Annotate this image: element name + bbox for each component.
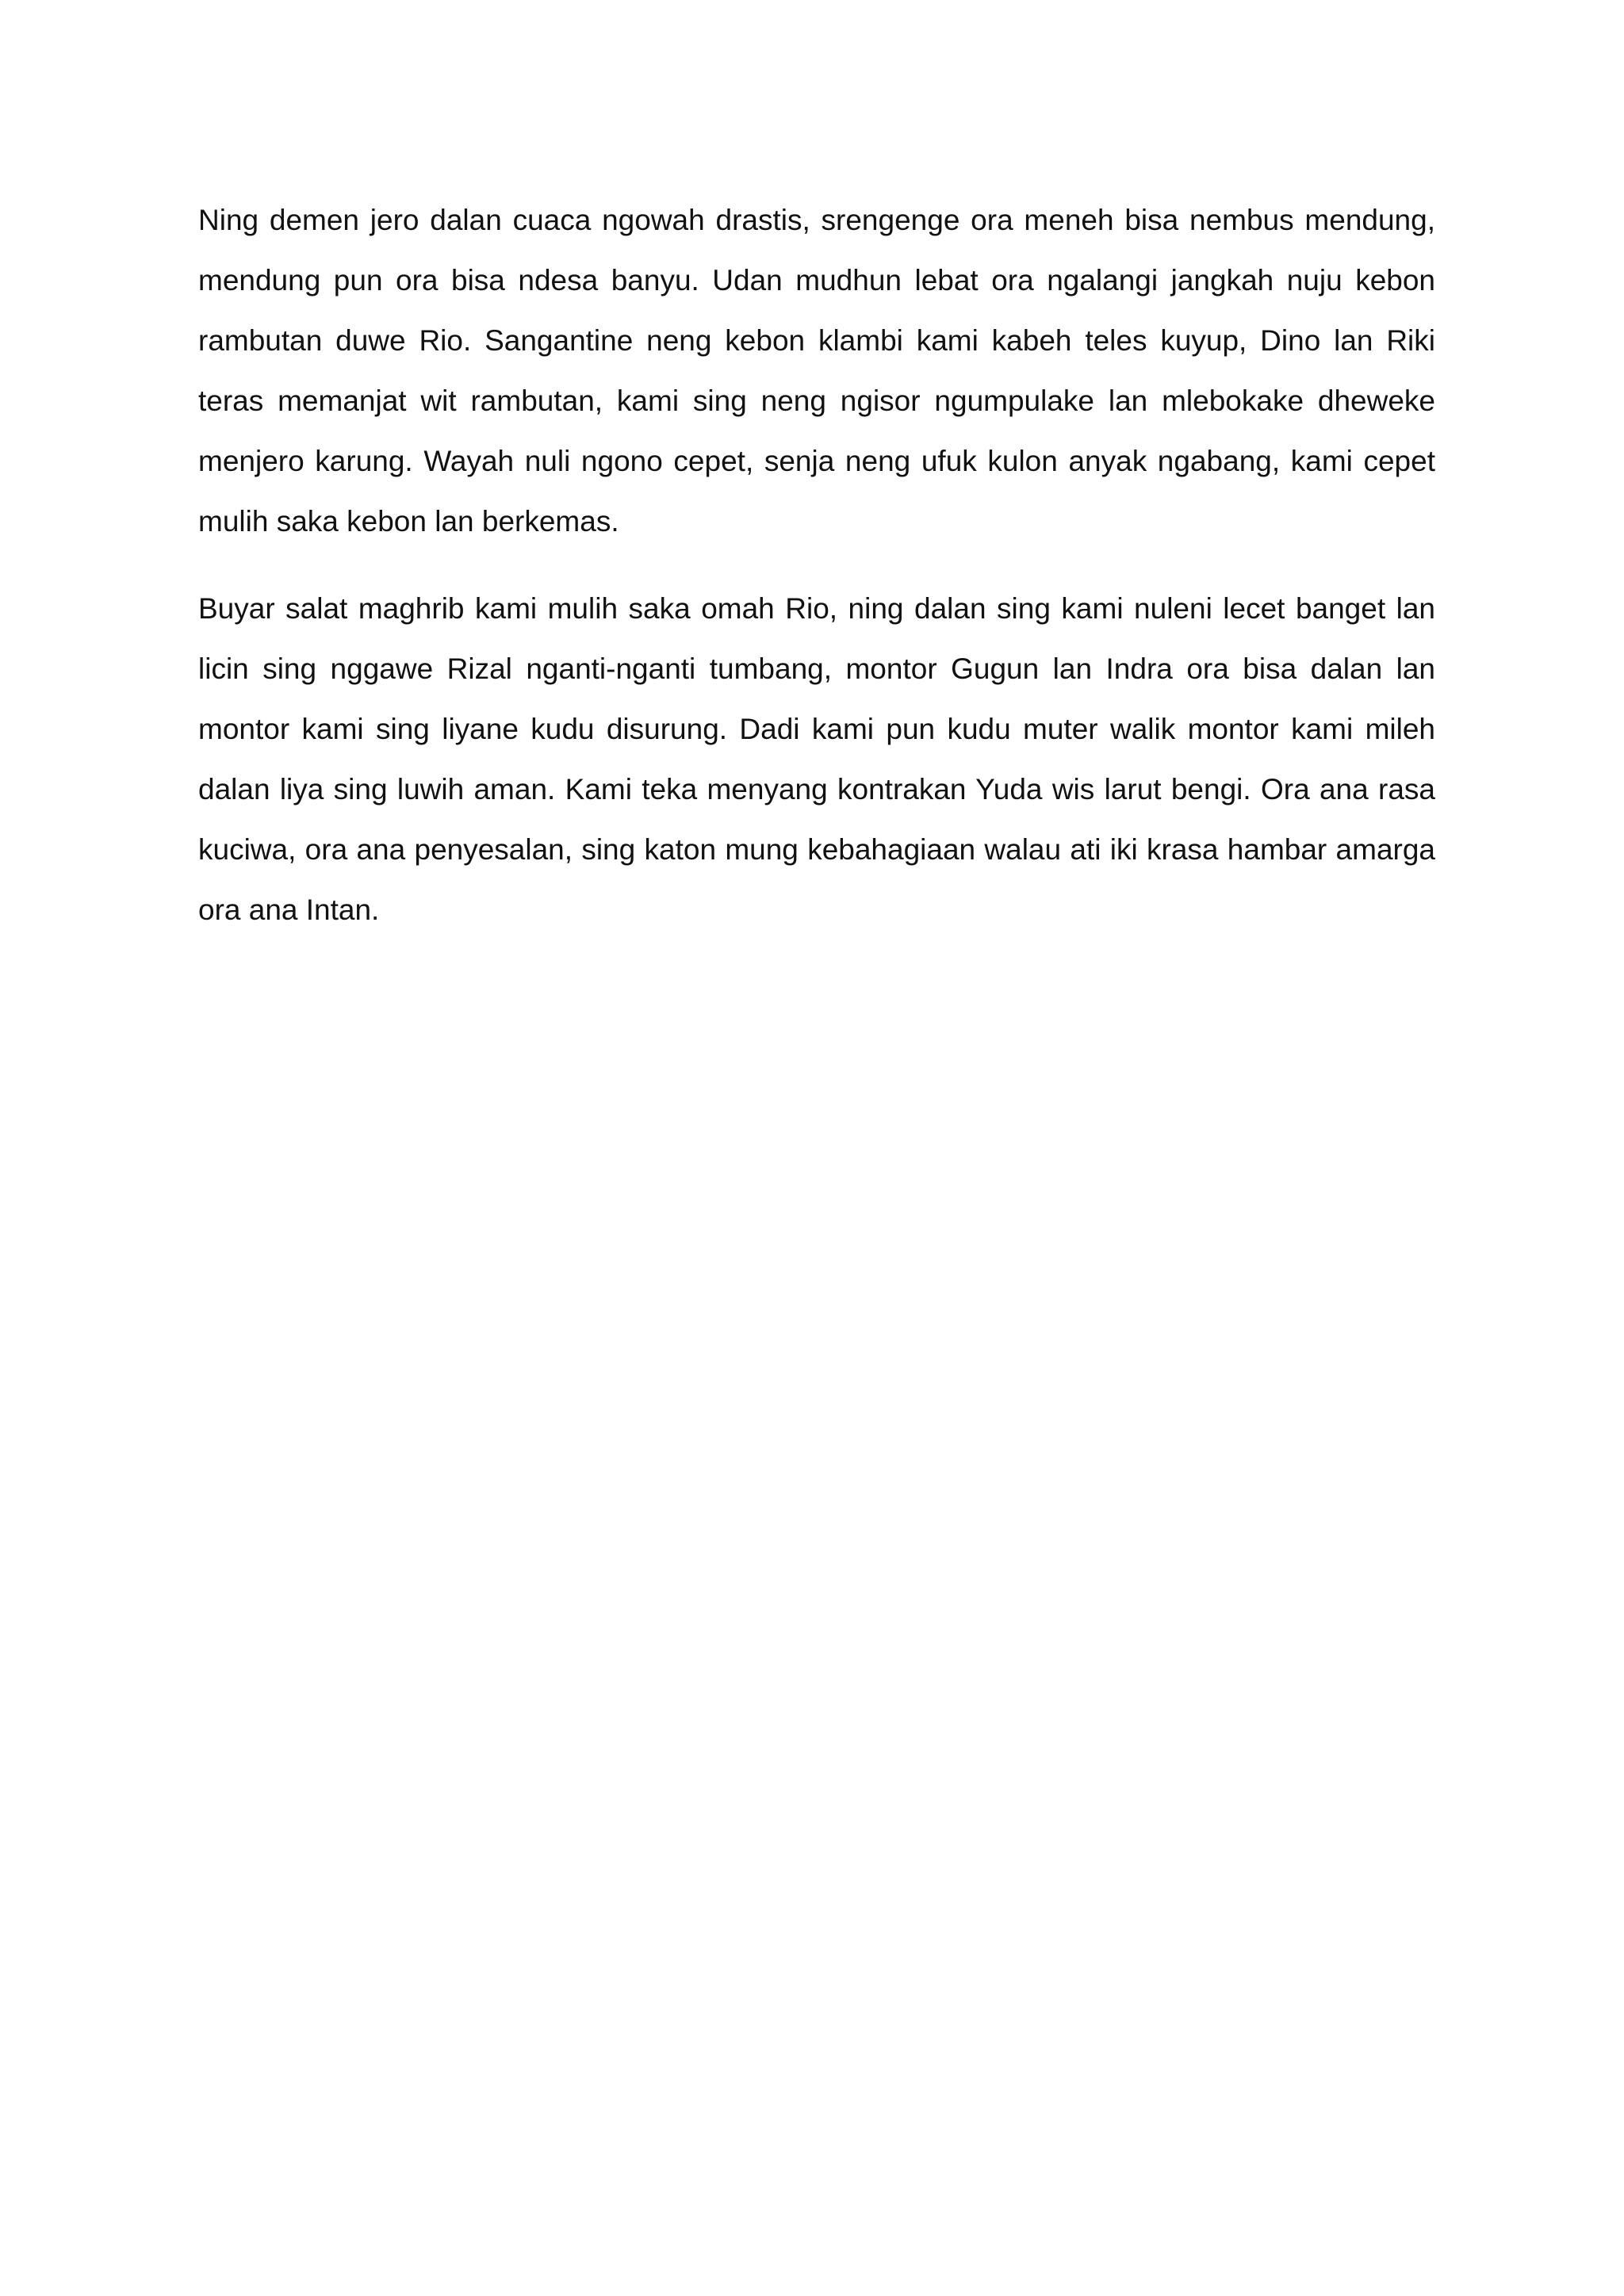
paragraph-2: Buyar salat maghrib kami mulih saka omah Rio, ning dalan sing kami nuleni lecet banget lan licin sing nggawe Rizal nganti-nganti tumbang, montor Gugun lan Indra ora bisa dalan lan montor kami sing liyane kudu disurung. Dadi kami pun kudu muter walik montor kami mileh dalan liya sing luwih aman. Kami teka menyang kontrakan Yuda wis larut bengi. Ora ana rasa kuciwa, ora ana penyesalan, sing katon mung kebahagiaan walau ati iki krasa hambar amarga ora ana Intan.: [198, 592, 1435, 926]
document-body: [198, 190, 1435, 967]
paragraph-1: Ning demen jero dalan cuaca ngowah drastis, srengenge ora meneh bisa nembus mendung, mendung pun ora bisa ndesa banyu. Udan mudhun lebat ora ngalangi jangkah nuju kebon rambutan duwe Rio. Sangantine neng kebon klambi kami kabeh teles kuyup, Dino lan Riki teras memanjat wit rambutan, kami sing neng ngisor ngumpulake lan mlebokake dheweke menjero karung. Wayah nuli ngono cepet, senja neng ufuk kulon anyak ngabang, kami cepet mulih saka kebon lan berkemas.: [198, 204, 1435, 538]
